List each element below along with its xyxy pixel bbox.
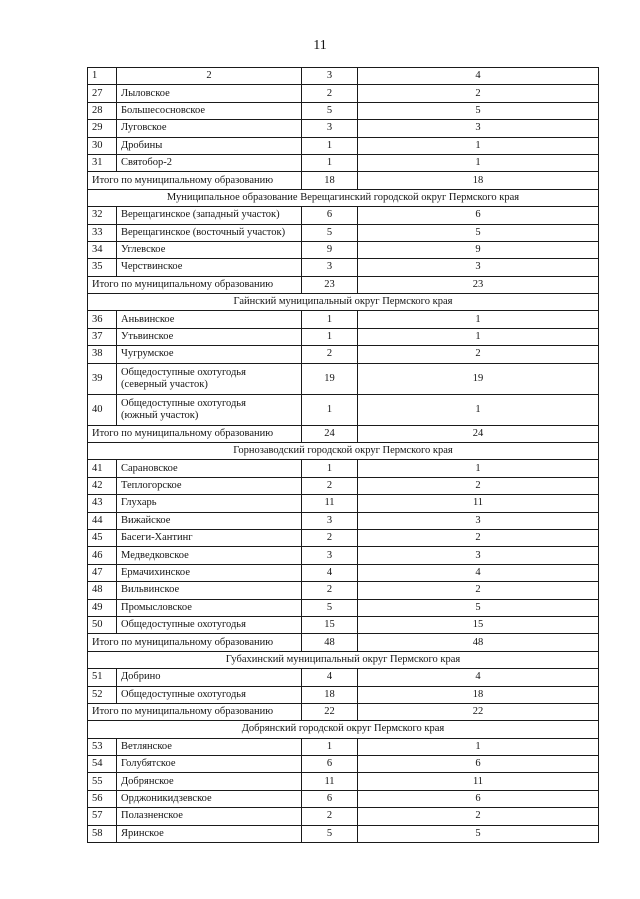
row-value-col3: 2 <box>302 529 358 546</box>
row-value-col4: 15 <box>358 616 599 633</box>
row-value-col3: 3 <box>302 512 358 529</box>
table-row <box>88 756 599 773</box>
row-value-col3: 2 <box>302 477 358 494</box>
row-name: Общедоступные охотугодья (южный участок) <box>117 394 302 425</box>
table-row <box>88 825 599 842</box>
row-number: 56 <box>88 790 117 807</box>
row-name: Черствинское <box>117 259 302 276</box>
row-name: Верещагинское (восточный участок) <box>117 224 302 241</box>
row-number: 51 <box>88 669 117 686</box>
total-row <box>88 172 599 189</box>
hunting-grounds-table <box>87 67 599 843</box>
table-row <box>88 120 599 137</box>
row-value-col3: 2 <box>302 346 358 363</box>
row-name: Утьвинское <box>117 328 302 345</box>
row-name: Верещагинское (западный участок) <box>117 207 302 224</box>
row-value-col4: 19 <box>358 363 599 394</box>
row-number: 53 <box>88 738 117 755</box>
row-name: Добрино <box>117 669 302 686</box>
row-number: 55 <box>88 773 117 790</box>
row-name: Вижайское <box>117 512 302 529</box>
row-name: Святобор-2 <box>117 154 302 171</box>
table-row <box>88 241 599 258</box>
row-number: 43 <box>88 495 117 512</box>
table-row <box>88 512 599 529</box>
row-number: 28 <box>88 102 117 119</box>
row-value-col3: 3 <box>302 547 358 564</box>
header-cell-2: 2 <box>117 68 302 85</box>
row-number: 29 <box>88 120 117 137</box>
row-value-col4: 2 <box>358 529 599 546</box>
row-value-col4: 5 <box>358 102 599 119</box>
row-value-col4: 5 <box>358 599 599 616</box>
row-name: Промысловское <box>117 599 302 616</box>
total-row <box>88 703 599 720</box>
total-row <box>88 634 599 651</box>
total-value-col4: 23 <box>358 276 599 293</box>
section-row <box>88 443 599 460</box>
header-cell-3: 3 <box>302 68 358 85</box>
table-row <box>88 137 599 154</box>
row-value-col3: 1 <box>302 154 358 171</box>
row-name: Медведковское <box>117 547 302 564</box>
table-row <box>88 311 599 328</box>
total-label: Итого по муниципальному образованию <box>88 703 302 720</box>
section-title: Добрянский городской округ Пермского края <box>88 721 599 738</box>
table-row <box>88 773 599 790</box>
row-name: Общедоступные охотугодья (северный участок) <box>117 363 302 394</box>
row-name: Сарановское <box>117 460 302 477</box>
row-value-col4: 2 <box>358 346 599 363</box>
section-row <box>88 294 599 311</box>
header-cell-1: 1 <box>88 68 117 85</box>
table-row <box>88 477 599 494</box>
row-name: Добрянское <box>117 773 302 790</box>
row-value-col4: 3 <box>358 120 599 137</box>
section-title: Губахинский муниципальный округ Пермского края <box>88 651 599 668</box>
row-value-col3: 2 <box>302 808 358 825</box>
table-row <box>88 808 599 825</box>
table-row <box>88 328 599 345</box>
table-row <box>88 564 599 581</box>
row-value-col4: 2 <box>358 582 599 599</box>
row-number: 40 <box>88 394 117 425</box>
row-name: Вильвинское <box>117 582 302 599</box>
row-value-col3: 6 <box>302 790 358 807</box>
row-value-col4: 1 <box>358 311 599 328</box>
section-row <box>88 189 599 206</box>
row-name: Голубятское <box>117 756 302 773</box>
row-value-col4: 1 <box>358 137 599 154</box>
row-name: Яринское <box>117 825 302 842</box>
row-name: Орджоникидзевское <box>117 790 302 807</box>
row-value-col4: 2 <box>358 477 599 494</box>
table-row <box>88 582 599 599</box>
row-value-col3: 1 <box>302 311 358 328</box>
row-value-col4: 1 <box>358 328 599 345</box>
row-value-col3: 6 <box>302 207 358 224</box>
row-value-col4: 4 <box>358 669 599 686</box>
row-value-col3: 5 <box>302 224 358 241</box>
row-value-col3: 1 <box>302 738 358 755</box>
row-value-col3: 1 <box>302 137 358 154</box>
row-number: 52 <box>88 686 117 703</box>
row-value-col4: 2 <box>358 808 599 825</box>
table-row <box>88 599 599 616</box>
row-name: Чугрумское <box>117 346 302 363</box>
row-value-col3: 1 <box>302 394 358 425</box>
row-value-col4: 9 <box>358 241 599 258</box>
table-row <box>88 154 599 171</box>
row-number: 58 <box>88 825 117 842</box>
table-row <box>88 669 599 686</box>
row-value-col4: 18 <box>358 686 599 703</box>
row-name: Общедоступные охотугодья <box>117 686 302 703</box>
row-value-col4: 2 <box>358 85 599 102</box>
table-row <box>88 363 599 394</box>
table-row <box>88 207 599 224</box>
table-row <box>88 616 599 633</box>
row-number: 31 <box>88 154 117 171</box>
row-value-col4: 1 <box>358 154 599 171</box>
row-value-col4: 1 <box>358 738 599 755</box>
table-row <box>88 259 599 276</box>
row-number: 36 <box>88 311 117 328</box>
row-value-col4: 3 <box>358 512 599 529</box>
row-number: 30 <box>88 137 117 154</box>
row-number: 50 <box>88 616 117 633</box>
row-value-col3: 5 <box>302 599 358 616</box>
section-row <box>88 721 599 738</box>
row-value-col3: 15 <box>302 616 358 633</box>
section-title: Муниципальное образование Верещагинский городской округ Пермского края <box>88 189 599 206</box>
row-value-col3: 2 <box>302 85 358 102</box>
row-value-col3: 11 <box>302 495 358 512</box>
total-value-col3: 18 <box>302 172 358 189</box>
row-number: 37 <box>88 328 117 345</box>
total-value-col4: 22 <box>358 703 599 720</box>
row-number: 47 <box>88 564 117 581</box>
total-value-col4: 18 <box>358 172 599 189</box>
row-number: 48 <box>88 582 117 599</box>
row-name: Полазненское <box>117 808 302 825</box>
table-row <box>88 102 599 119</box>
row-name: Дробины <box>117 137 302 154</box>
row-number: 57 <box>88 808 117 825</box>
row-number: 27 <box>88 85 117 102</box>
row-value-col3: 9 <box>302 241 358 258</box>
total-row <box>88 276 599 293</box>
row-value-col4: 11 <box>358 773 599 790</box>
row-value-col4: 6 <box>358 790 599 807</box>
row-number: 44 <box>88 512 117 529</box>
row-number: 41 <box>88 460 117 477</box>
row-name: Глухарь <box>117 495 302 512</box>
row-value-col3: 1 <box>302 328 358 345</box>
row-name: Общедоступные охотугодья <box>117 616 302 633</box>
table-row <box>88 738 599 755</box>
row-value-col4: 3 <box>358 259 599 276</box>
row-name: Ермачихинское <box>117 564 302 581</box>
row-number: 39 <box>88 363 117 394</box>
row-value-col4: 5 <box>358 825 599 842</box>
table-row <box>88 224 599 241</box>
row-value-col3: 2 <box>302 582 358 599</box>
row-number: 38 <box>88 346 117 363</box>
row-name: Аньвинское <box>117 311 302 328</box>
row-name: Теплогорское <box>117 477 302 494</box>
total-value-col3: 22 <box>302 703 358 720</box>
table-row <box>88 460 599 477</box>
row-number: 54 <box>88 756 117 773</box>
row-value-col3: 11 <box>302 773 358 790</box>
total-value-col3: 24 <box>302 425 358 442</box>
row-value-col4: 4 <box>358 564 599 581</box>
header-cell-4: 4 <box>358 68 599 85</box>
total-value-col3: 48 <box>302 634 358 651</box>
row-number: 46 <box>88 547 117 564</box>
table-row <box>88 547 599 564</box>
row-number: 34 <box>88 241 117 258</box>
row-value-col4: 3 <box>358 547 599 564</box>
row-name: Большесосновское <box>117 102 302 119</box>
row-number: 45 <box>88 529 117 546</box>
table-row <box>88 686 599 703</box>
row-name: Басеги-Хантинг <box>117 529 302 546</box>
table-header-row <box>88 68 599 85</box>
table-row <box>88 790 599 807</box>
row-number: 32 <box>88 207 117 224</box>
row-value-col3: 4 <box>302 669 358 686</box>
row-value-col3: 5 <box>302 825 358 842</box>
row-value-col3: 18 <box>302 686 358 703</box>
total-label: Итого по муниципальному образованию <box>88 634 302 651</box>
row-value-col3: 19 <box>302 363 358 394</box>
row-value-col4: 6 <box>358 756 599 773</box>
row-value-col4: 11 <box>358 495 599 512</box>
table-row <box>88 529 599 546</box>
total-label: Итого по муниципальному образованию <box>88 276 302 293</box>
page-number: 11 <box>313 38 327 53</box>
row-value-col3: 4 <box>302 564 358 581</box>
table-row <box>88 394 599 425</box>
total-value-col3: 23 <box>302 276 358 293</box>
row-name: Ветлянское <box>117 738 302 755</box>
row-number: 49 <box>88 599 117 616</box>
row-value-col3: 5 <box>302 102 358 119</box>
total-value-col4: 48 <box>358 634 599 651</box>
table-row <box>88 495 599 512</box>
row-value-col3: 6 <box>302 756 358 773</box>
table-row <box>88 346 599 363</box>
row-value-col4: 1 <box>358 460 599 477</box>
total-value-col4: 24 <box>358 425 599 442</box>
row-value-col4: 6 <box>358 207 599 224</box>
row-value-col3: 3 <box>302 259 358 276</box>
section-title: Горнозаводский городской округ Пермского края <box>88 443 599 460</box>
section-title: Гайнский муниципальный округ Пермского края <box>88 294 599 311</box>
row-value-col3: 3 <box>302 120 358 137</box>
row-value-col3: 1 <box>302 460 358 477</box>
row-name: Лыловское <box>117 85 302 102</box>
row-name: Углевское <box>117 241 302 258</box>
row-number: 35 <box>88 259 117 276</box>
row-name: Луговское <box>117 120 302 137</box>
total-label: Итого по муниципальному образованию <box>88 172 302 189</box>
table-row <box>88 85 599 102</box>
row-number: 33 <box>88 224 117 241</box>
total-row <box>88 425 599 442</box>
section-row <box>88 651 599 668</box>
row-number: 42 <box>88 477 117 494</box>
row-value-col4: 5 <box>358 224 599 241</box>
table-body <box>88 68 599 843</box>
total-label: Итого по муниципальному образованию <box>88 425 302 442</box>
row-value-col4: 1 <box>358 394 599 425</box>
